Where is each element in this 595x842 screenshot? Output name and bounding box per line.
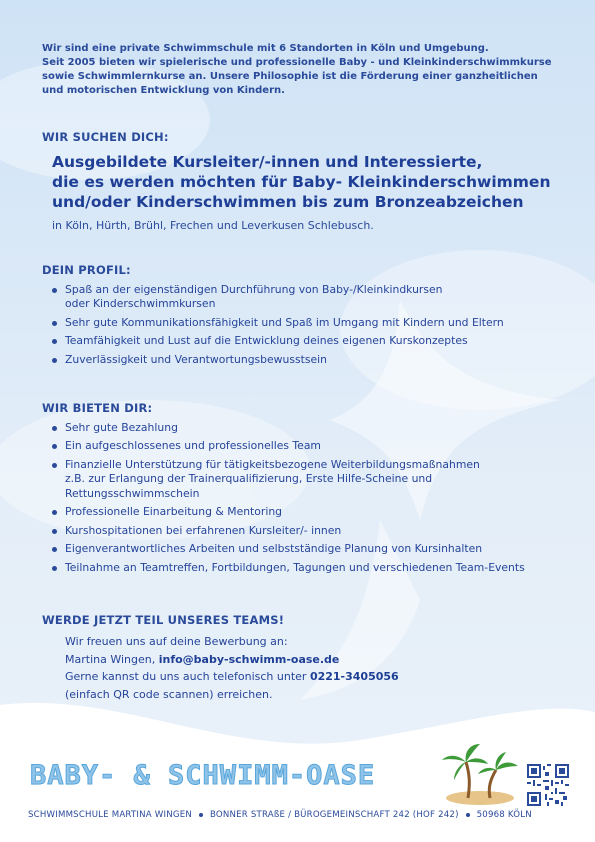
search-heading: WIR SUCHEN DICH: <box>42 130 169 144</box>
bullet-icon <box>52 444 57 449</box>
list-item: Ein aufgeschlossenes und professionelles Team <box>52 439 525 453</box>
bullet-icon <box>52 321 57 326</box>
bullet-icon <box>52 463 57 468</box>
list-item: Finanzielle Unterstützung für tätigkeitsbezogene Weiterbildungsmaßnahmen z.B. zur Erlangung der Trainerqualifizierung, Erste Hilfe-Scheine und Rettungsschwimmschein <box>52 458 525 501</box>
intro-line: und motorischen Entwicklung von Kindern. <box>42 85 285 96</box>
separator-dot <box>466 813 470 817</box>
brand-logo: BABY- & SCHWIMM-OASE <box>30 760 376 791</box>
intro-text <box>42 42 552 98</box>
bullet-icon <box>52 426 57 431</box>
contact-line: Gerne kannst du uns auch telefonisch unter 0221-3405056 <box>65 670 399 683</box>
list-item: Kurshospitationen bei erfahrenen Kursleiter/- innen <box>52 524 525 538</box>
list-item: Teamfähigkeit und Lust auf die Entwicklung deines eigenen Kurskonzeptes <box>52 334 504 348</box>
qr-code-icon[interactable] <box>527 764 569 806</box>
locations: in Köln, Hürth, Brühl, Frechen und Leverkusen Schlebusch. <box>52 219 374 232</box>
list-item: Professionelle Einarbeitung & Mentoring <box>52 505 525 519</box>
profile-list <box>52 283 504 371</box>
bullet-icon <box>52 288 57 293</box>
phone-number[interactable]: 0221-3405056 <box>309 670 399 683</box>
intro-line: Seit 2005 bieten wir spielerische und professionelle Baby - und Kleinkinderschwimmkurse <box>42 57 552 68</box>
contact-line: (einfach QR code scannen) erreichen. <box>65 687 273 701</box>
bullet-icon <box>52 547 57 552</box>
contact-block <box>65 633 399 703</box>
list-item: Zuverlässigkeit und Verantwortungsbewusstsein <box>52 353 504 367</box>
bullet-icon <box>52 510 57 515</box>
job-title-line: und/oder Kinderschwimmen bis zum Bronzeabzeichen <box>52 193 524 211</box>
palm-island-icon <box>440 740 520 806</box>
intro-line: Wir sind eine private Schwimmschule mit 6 Standorten in Köln und Umgebung. <box>42 43 489 54</box>
job-title-line: die es werden möchten für Baby- Kleinkinderschwimmen <box>52 173 551 191</box>
list-item: Sehr gute Kommunikationsfähigkeit und Spaß im Umgang mit Kindern und Eltern <box>52 316 504 330</box>
bullet-icon <box>52 566 57 571</box>
intro-line: sowie Schwimmlernkurse an. Unsere Philosophie ist die Förderung einer ganzheitlichen <box>42 71 538 82</box>
bullet-icon <box>52 339 57 344</box>
list-item: Eigenverantwortliches Arbeiten und selbstständige Planung von Kursinhalten <box>52 542 525 556</box>
separator-dot <box>199 813 203 817</box>
contact-line: Wir freuen uns auf deine Bewerbung an: <box>65 635 288 648</box>
email-link[interactable]: info@baby-schwimm-oase.de <box>158 652 340 666</box>
list-item: Spaß an der eigenständigen Durchführung von Baby-/Kleinkindkursen oder Kinderschwimmkursen <box>52 283 504 312</box>
contact-line: Martina Wingen, info@baby-schwimm-oase.de <box>65 652 340 666</box>
offer-list <box>52 421 525 579</box>
profile-heading: DEIN PROFIL: <box>42 263 131 277</box>
bullet-icon <box>52 529 57 534</box>
list-item: Sehr gute Bezahlung <box>52 421 525 435</box>
offer-heading: WIR BIETEN DIR: <box>42 401 153 415</box>
footer-address: SCHWIMMSCHULE MARTINA WINGEN BONNER STRAßE / BÜROGEMEINSCHAFT 242 (HOF 242) 50968 KÖLN <box>28 810 532 820</box>
team-heading: WERDE JETZT TEIL UNSERES TEAMS! <box>42 613 285 627</box>
job-title-line: Ausgebildete Kursleiter/-innen und Interessierte, <box>52 153 483 171</box>
list-item: Teilnahme an Teamtreffen, Fortbildungen, Tagungen und verschiedenen Team-Events <box>52 561 525 575</box>
bullet-icon <box>52 358 57 363</box>
job-title <box>52 152 550 212</box>
